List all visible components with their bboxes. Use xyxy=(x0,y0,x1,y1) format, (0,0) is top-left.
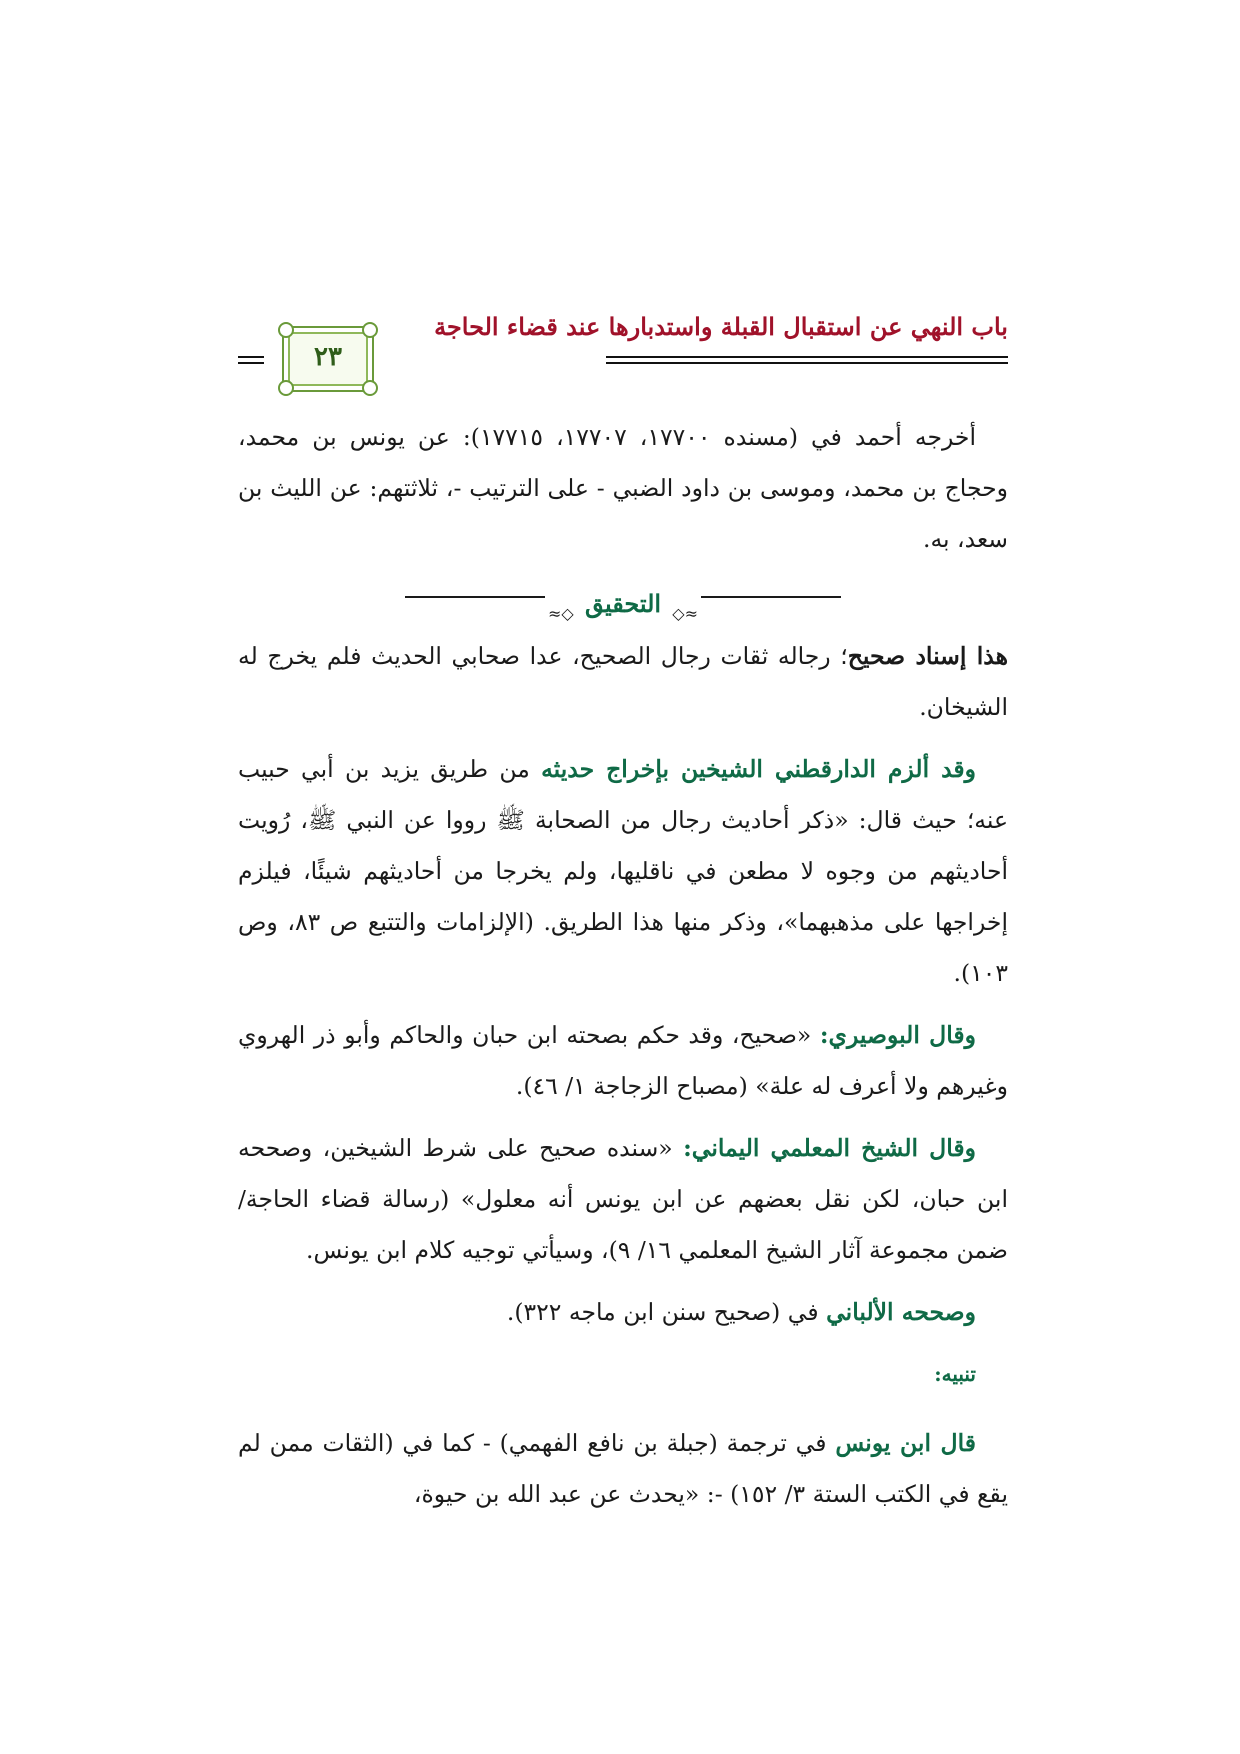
ornament-icon xyxy=(278,380,294,396)
page-number: ٢٣ xyxy=(314,342,342,372)
page-number-badge xyxy=(282,326,374,392)
verdict-text: ؛ رجاله ثقات رجال الصحيح، عدا صحابي الحديث فلم يخرج له الشيخان. xyxy=(238,642,1008,721)
ornament-icon xyxy=(278,322,294,338)
ibn-yunus-paragraph xyxy=(238,1418,1008,1520)
verdict-paragraph xyxy=(238,631,1008,733)
takhrij-paragraph: أخرجه أحمد في (مسنده ١٧٧٠٠، ١٧٧٠٧، ١٧٧١٥): عن يونس بن محمد، وحجاج بن محمد، وموسى بن داود الضبي - على الترتيب -، ثلاثتهم: عن الليث بن سعد، به. xyxy=(238,423,1008,553)
ornament-icon: ◇≈ xyxy=(548,604,574,623)
busiri-lead: وقال البوصيري: xyxy=(819,1021,976,1049)
chapter-title: باب النهي عن استقبال القبلة واستدبارها عند قضاء الحاجة xyxy=(434,312,1008,341)
albani-lead: وصححه الألباني xyxy=(826,1298,976,1326)
verdict-lead: هذا إسناد صحيح xyxy=(847,642,1008,670)
divider-line xyxy=(701,596,841,598)
daraqutni-text: من طريق يزيد بن أبي حبيب عنه؛ حيث قال: «ذكر أحاديث رجال من الصحابة ﷺ رووا عن النبي ﷺ، رُويت أحاديثهم من وجوه لا مطعن في ناقليها، ولم يخرجا من أحاديثهم شيئًا، فيلزم إخراجها على مذهبهما»، وذكر منها هذا الطريق. (الإلزامات والتتبع ص ٨٣، وص ١٠٣). xyxy=(238,755,1008,987)
muallimi-text: «سنده صحيح على شرط الشيخين، وصححه ابن حبان، لكن نقل بعضهم عن ابن يونس أنه معلول» (رسالة قضاء الحاجة/ ضمن مجموعة آثار الشيخ المعلمي ١٦/ ٩)، وسيأتي توجيه كلام ابن يونس. xyxy=(238,1134,1008,1264)
header-rule xyxy=(238,356,264,358)
section-heading: التحقيق xyxy=(584,589,662,618)
busiri-text: «صحيح، وقد حكم بصحته ابن حبان والحاكم وأبو ذر الهروي وغيرهم ولا أعرف له علة» (مصباح الزجاجة ١/ ٤٦). xyxy=(238,1021,1008,1100)
ibn-yunus-lead: قال ابن يونس xyxy=(835,1429,976,1457)
header-rule xyxy=(238,362,264,364)
muallimi-lead: وقال الشيخ المعلمي اليماني: xyxy=(683,1134,977,1162)
page-body xyxy=(238,412,1008,1531)
ornament-icon: ≈◇ xyxy=(672,604,698,623)
daraqutni-lead: وقد ألزم الدارقطني الشيخين بإخراج حديثه xyxy=(541,755,976,783)
daraqutni-paragraph xyxy=(238,744,1008,999)
page-header xyxy=(238,312,1008,394)
divider-line xyxy=(405,596,545,598)
ornament-icon xyxy=(362,322,378,338)
header-rule xyxy=(606,356,1008,358)
ornament-icon xyxy=(362,380,378,396)
albani-text: في (صحيح سنن ابن ماجه ٣٢٢). xyxy=(506,1298,827,1326)
section-divider xyxy=(238,579,1008,623)
albani-paragraph xyxy=(238,1287,1008,1338)
header-rule xyxy=(606,362,1008,364)
muallimi-paragraph xyxy=(238,1123,1008,1276)
busiri-paragraph xyxy=(238,1010,1008,1112)
note-label: تنبيه: xyxy=(934,1362,976,1386)
ibn-yunus-text: في ترجمة (جبلة بن نافع الفهمي) - كما في (الثقات ممن لم يقع في الكتب الستة ٣/ ١٥٢) -: «يحدث عن عبد الله بن حيوة، xyxy=(238,1429,1008,1508)
